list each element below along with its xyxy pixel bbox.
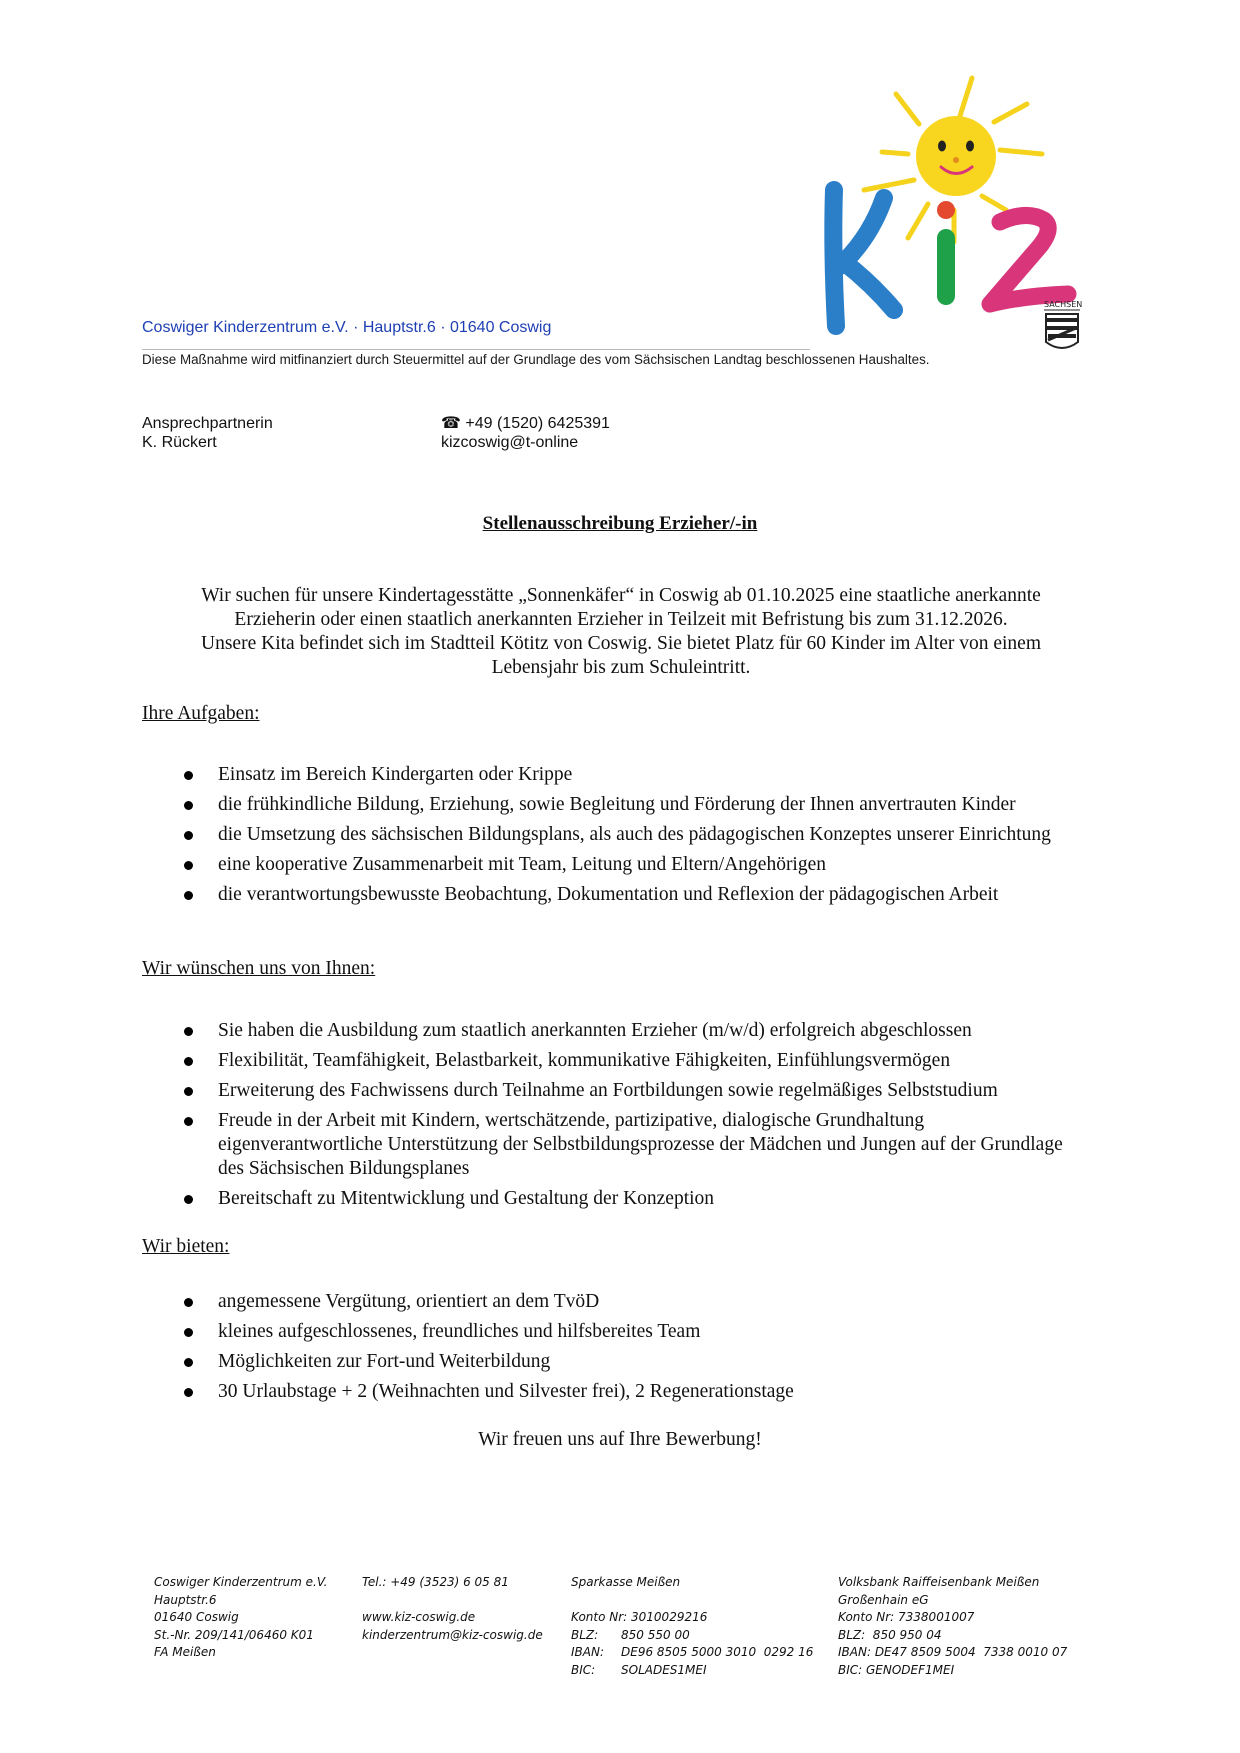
intro-line: Lebensjahr bis zum Schuleintritt. — [491, 657, 751, 678]
sender-divider — [142, 349, 810, 350]
list-item: die verantwortungsbewusste Beobachtung, Dokumentation und Reflexion der pädagogischen Arbeit — [142, 883, 1082, 907]
funding-note: Diese Maßnahme wird mitfinanziert durch Steuermittel auf der Grundlage des vom Sächsischen Landtag beschlossenen Haushaltes. — [142, 352, 930, 367]
bank-name: Sparkasse Meißen — [571, 1575, 681, 1589]
document-title: Stellenausschreibung Erzieher/-in — [482, 513, 758, 534]
iban-value: IBAN: DE47 8509 5004 7338 0010 07 — [838, 1645, 1068, 1659]
footer-website-link[interactable]: www.kiz-coswig.de — [362, 1610, 476, 1624]
list-item: die frühkindliche Bildung, Erziehung, sowie Begleitung und Förderung der Ihnen anvertrauten Kinder — [142, 793, 1082, 817]
contact-name: K. Rückert — [142, 434, 217, 451]
footer-line: Coswiger Kinderzentrum e.V. — [154, 1575, 328, 1589]
list-item: Flexibilität, Teamfähigkeit, Belastbarkeit, kommunikative Fähigkeiten, Einfühlungsvermögen — [142, 1049, 1082, 1073]
list-item: die Umsetzung des sächsischen Bildungsplans, als auch des pädagogischen Konzeptes unserer Einrichtung — [142, 823, 1082, 847]
sachsen-seal-icon — [1044, 300, 1082, 348]
logo-letter-z — [990, 215, 1068, 304]
list-item: Möglichkeiten zur Fort-und Weiterbildung — [142, 1350, 1082, 1374]
blz-value: 850 550 00 — [621, 1627, 690, 1642]
list-item: Bereitschaft zu Mitentwicklung und Gestaltung der Konzeption — [142, 1187, 1082, 1211]
footer-bank-volksbank — [838, 1574, 1067, 1679]
bic-label: BIC: — [571, 1662, 596, 1677]
tasks-heading: Ihre Aufgaben: — [142, 703, 260, 724]
iban-label: IBAN: — [571, 1645, 604, 1659]
sun-face-icon — [916, 116, 996, 196]
intro-line: Wir suchen für unsere Kindertagesstätte „Sonnenkäfer“ in Coswig ab 01.10.2025 eine staatliche anerkannte — [201, 585, 1041, 606]
footer-bank-sparkasse — [571, 1574, 813, 1679]
list-item: 30 Urlaubstage + 2 (Weihnachten und Silvester frei), 2 Regenerationstage — [142, 1380, 1082, 1404]
intro-line: Unsere Kita befindet sich im Stadtteil Kötitz von Coswig. Sie bietet Platz für 60 Kinder im Alter von einem — [201, 633, 1041, 654]
contact-email: kizcoswig@t-online — [441, 434, 579, 451]
wishes-list — [142, 1019, 1082, 1217]
tasks-list — [142, 763, 1082, 913]
list-item: angemessene Vergütung, orientiert an dem TvöD — [142, 1290, 1082, 1314]
list-item: Freude in der Arbeit mit Kindern, wertschätzende, partizipative, dialogische Grundhaltung eigenverantwortliche Unterstützung der Selbstbildungsprozesse der Mädchen und Jungen auf der Grundlage des Sächsischen Bildungsplanes — [142, 1109, 1082, 1181]
offer-list — [142, 1290, 1082, 1410]
list-item: Einsatz im Bereich Kindergarten oder Krippe — [142, 763, 1082, 787]
svg-text:SACHSEN: SACHSEN — [1044, 300, 1083, 309]
footer-line: Hauptstr.6 — [154, 1592, 217, 1607]
footer-organization — [154, 1574, 328, 1662]
bank-account: Konto Nr: 7338001007 — [838, 1610, 975, 1624]
contact-phone: ☎ +49 (1520) 6425391 — [441, 415, 610, 432]
contact-person-block — [142, 414, 273, 452]
list-item: kleines aufgeschlossenes, freundliches und hilfsbereites Team — [142, 1320, 1082, 1344]
list-item: eine kooperative Zusammenarbeit mit Team, Leitung und Eltern/Angehörigen — [142, 853, 1082, 877]
footer-line: 01640 Coswig — [154, 1610, 239, 1624]
bank-name: Volksbank Raiffeisenbank Meißen — [838, 1575, 1040, 1589]
footer-phone: Tel.: +49 (3523) 6 05 81 — [362, 1575, 509, 1589]
sender-address-line: Coswiger Kinderzentrum e.V. · Hauptstr.6 · 01640 Coswig — [142, 319, 552, 336]
intro-paragraph — [150, 584, 1092, 680]
kiz-logo — [822, 70, 1092, 370]
iban-value: DE96 8505 5000 3010 0292 16 — [621, 1645, 814, 1659]
contact-details-block — [441, 414, 610, 452]
footer-email-link[interactable]: kinderzentrum@kiz-coswig.de — [362, 1627, 543, 1642]
list-item: Sie haben die Ausbildung zum staatlich anerkannten Erzieher (m/w/d) erfolgreich abgeschlossen — [142, 1019, 1082, 1043]
contact-label: Ansprechpartnerin — [142, 415, 273, 432]
blz-value: BLZ: 850 950 04 — [838, 1627, 942, 1642]
bank-account: Konto Nr: 3010029216 — [571, 1610, 708, 1624]
bic-value: SOLADES1MEI — [621, 1662, 707, 1677]
footer-line: FA Meißen — [154, 1645, 216, 1659]
closing-line: Wir freuen uns auf Ihre Bewerbung! — [478, 1429, 762, 1450]
list-item: Erweiterung des Fachwissens durch Teilnahme an Fortbildungen sowie regelmäßiges Selbststudium — [142, 1079, 1082, 1103]
blz-label: BLZ: — [571, 1627, 599, 1642]
intro-line: Erzieherin oder einen staatlich anerkannten Erzieher in Teilzeit mit Befristung bis zum 31.12.2026. — [234, 609, 1008, 630]
wishes-heading: Wir wünschen uns von Ihnen: — [142, 958, 376, 979]
bic-value: BIC: GENODEF1MEI — [838, 1662, 955, 1677]
footer-contact — [362, 1574, 543, 1644]
footer-line: St.-Nr. 209/141/06460 K01 — [154, 1627, 314, 1642]
offer-heading: Wir bieten: — [142, 1236, 230, 1257]
bank-name: Großenhain eG — [838, 1592, 929, 1607]
